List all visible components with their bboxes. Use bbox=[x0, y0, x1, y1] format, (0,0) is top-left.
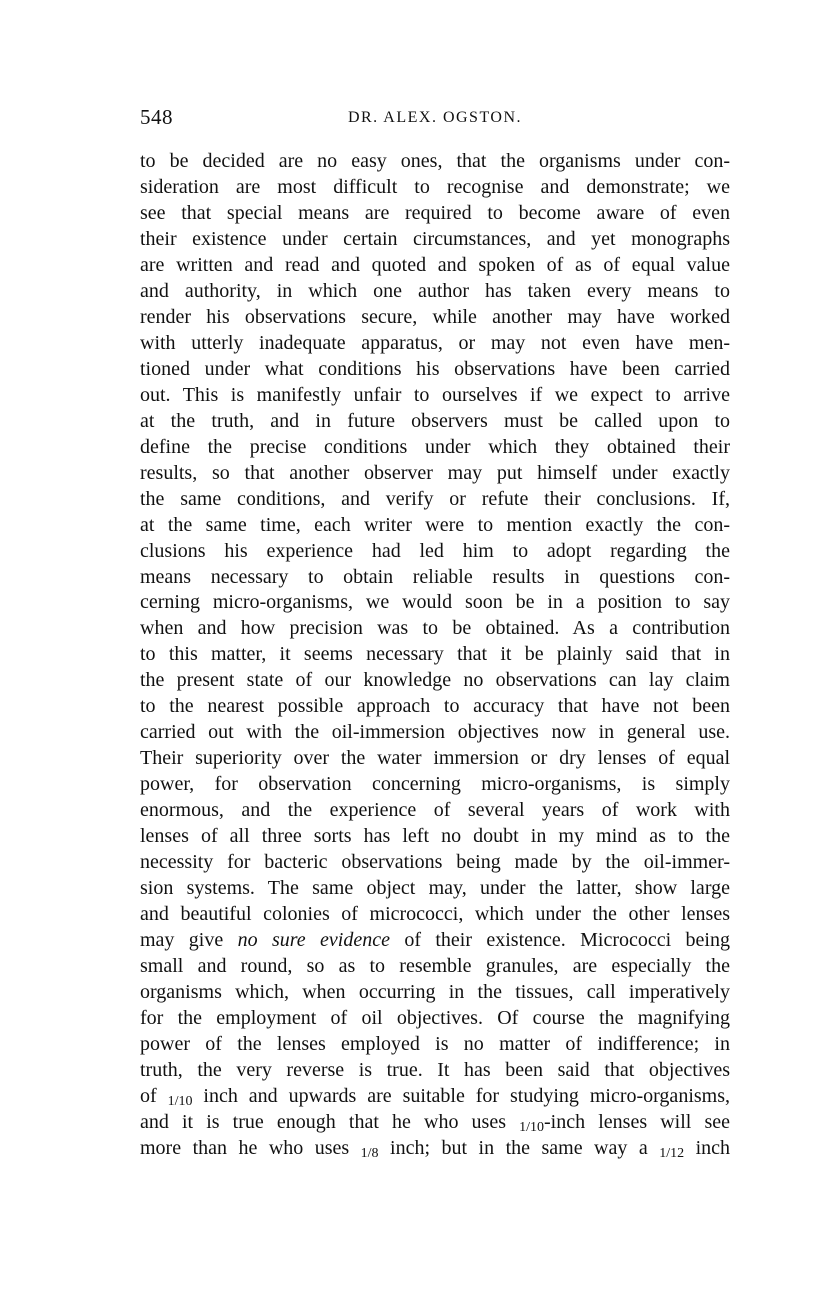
body-text bbox=[140, 149, 730, 1162]
text-line: tioned under what conditions his observations have been carried bbox=[140, 357, 730, 380]
line-segment: inch; but in the same way a bbox=[378, 1136, 660, 1159]
line-segment: of their existence. Micrococci being bbox=[389, 929, 730, 952]
line-segment: of bbox=[140, 1084, 168, 1107]
text-line: power of the lenses employed is no matter of indifference; in bbox=[140, 1032, 730, 1055]
text-line: enormous, and the experience of several years of work with bbox=[140, 799, 730, 822]
text-line: for the employment of oil objectives. Of course the magnifying bbox=[140, 1006, 730, 1029]
text-line: sion systems. The same object may, under the latter, show large bbox=[140, 877, 730, 900]
text-line: necessity for bacteric observations being made by the oil-immer- bbox=[140, 851, 730, 874]
text-line: carried out with the oil-immersion objectives now in general use. bbox=[140, 721, 730, 744]
text-line bbox=[140, 1136, 730, 1162]
text-line: to the nearest possible approach to accuracy that have not been bbox=[140, 695, 730, 718]
text-line: to be decided are no easy ones, that the organisms under con- bbox=[140, 150, 730, 172]
text-line: render his observations secure, while another may have worked bbox=[140, 305, 730, 328]
line-segment: inch bbox=[684, 1136, 731, 1159]
page-number: 548 bbox=[140, 105, 173, 129]
text-line: their existence under certain circumstances, and yet monographs bbox=[140, 227, 730, 250]
text-line: organisms which, when occurring in the tissues, call imperatively bbox=[140, 981, 730, 1003]
text-line: the present state of our knowledge no observations can lay claim bbox=[140, 669, 730, 692]
fraction: 1/12 bbox=[659, 1145, 685, 1161]
fraction: 1/10 bbox=[519, 1119, 545, 1135]
text-line: out. This is manifestly unfair to ourselves if we expect to arrive bbox=[140, 383, 730, 406]
text-line: cerning micro-organisms, we would soon be in a position to say bbox=[140, 591, 730, 614]
text-line: the same conditions, and verify or refute their conclusions. If, bbox=[140, 487, 730, 510]
text-line: truth, the very reverse is true. It has been said that objectives bbox=[140, 1058, 730, 1081]
line-segment: -inch lenses will see bbox=[544, 1110, 730, 1133]
text-line: see that special means are required to become aware of even bbox=[140, 201, 730, 224]
italic-phrase: no sure evidence bbox=[237, 929, 390, 952]
text-line: power, for observation concerning micro-organisms, is simply bbox=[140, 773, 730, 796]
text-line: and beautiful colonies of micrococci, which under the other lenses bbox=[140, 903, 730, 926]
running-head: DR. ALEX. OGSTON. bbox=[347, 109, 523, 126]
fraction: 1/8 bbox=[360, 1145, 379, 1161]
text-line: clusions his experience had led him to adopt regarding the bbox=[140, 539, 730, 562]
text-line: Their superiority over the water immersion or dry lenses of equal bbox=[140, 747, 730, 770]
text-line: when and how precision was to be obtained. As a contribution bbox=[140, 617, 730, 640]
text-line bbox=[140, 1084, 730, 1110]
line-segment: may give bbox=[140, 929, 238, 952]
text-line: are written and read and quoted and spoken of as of equal value bbox=[140, 253, 730, 276]
text-line: to this matter, it seems necessary that it be plainly said that in bbox=[140, 643, 730, 666]
line-segment: more than he who uses bbox=[140, 1136, 361, 1159]
text-line: define the precise conditions under which they obtained their bbox=[140, 435, 730, 458]
text-line: results, so that another observer may put himself under exactly bbox=[140, 461, 730, 484]
text-line: small and round, so as to resemble granules, are especially the bbox=[140, 955, 730, 978]
text-line: with utterly inadequate apparatus, or may not even have men- bbox=[140, 331, 730, 354]
text-line bbox=[140, 928, 730, 954]
text-line: lenses of all three sorts has left no doubt in my mind as to the bbox=[140, 825, 730, 848]
page-header bbox=[140, 105, 730, 135]
text-line: at the same time, each writer were to mention exactly the con- bbox=[140, 513, 730, 536]
text-line: and authority, in which one author has taken every means to bbox=[140, 279, 730, 302]
text-line: means necessary to obtain reliable results in questions con- bbox=[140, 565, 730, 588]
text-line bbox=[140, 1110, 730, 1136]
fraction: 1/10 bbox=[167, 1093, 193, 1109]
text-line: sideration are most difficult to recognise and demonstrate; we bbox=[140, 175, 730, 198]
line-segment: inch and upwards are suitable for studying micro-organisms, bbox=[192, 1084, 730, 1107]
line-segment: and it is true enough that he who uses bbox=[140, 1110, 520, 1133]
text-line: at the truth, and in future observers must be called upon to bbox=[140, 409, 730, 432]
